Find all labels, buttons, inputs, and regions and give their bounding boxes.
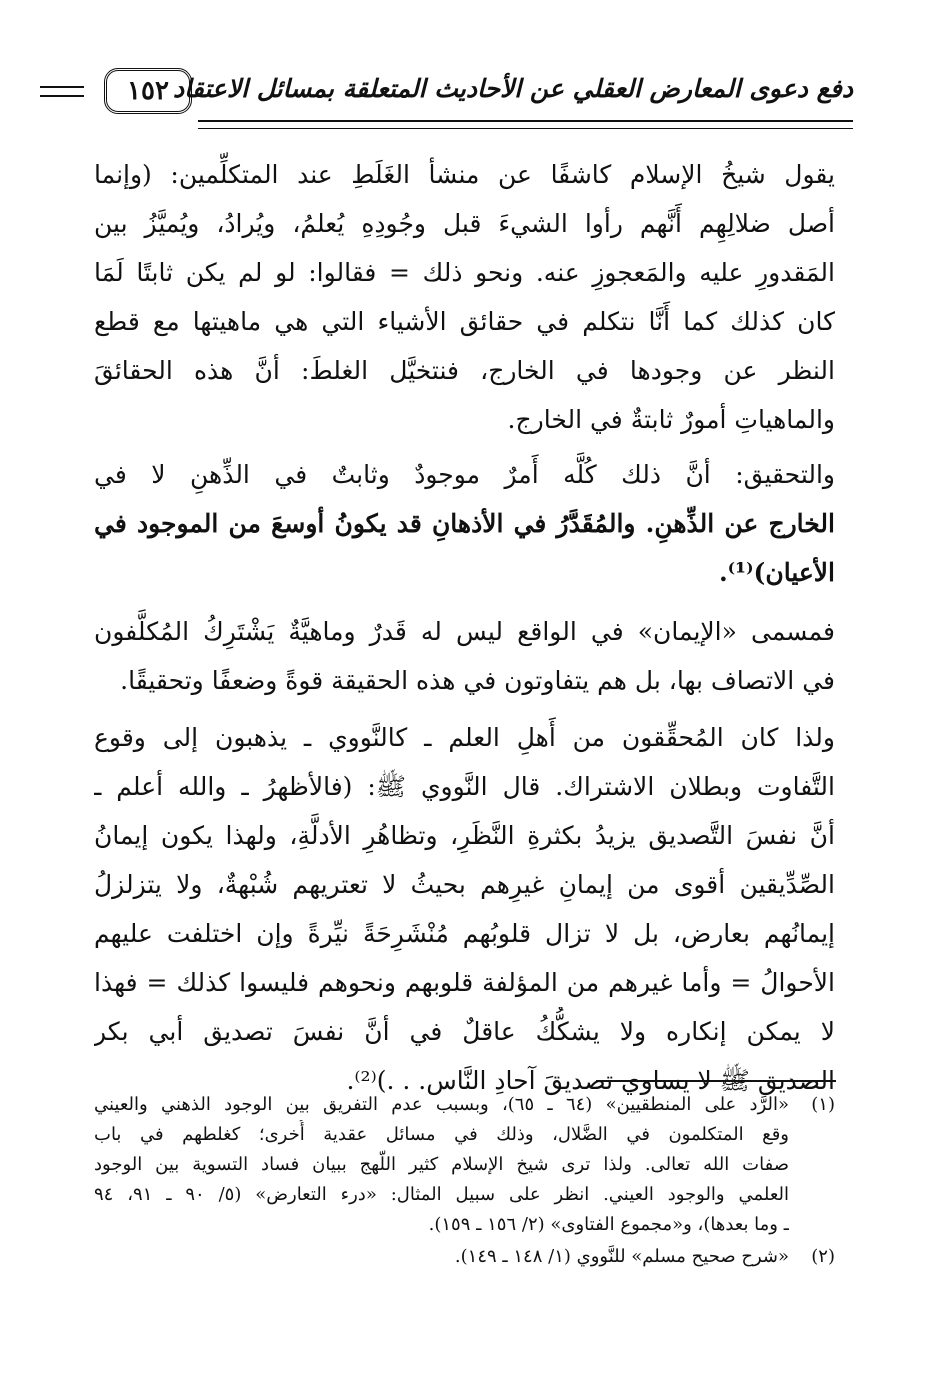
page-number: ١٥٢ [104,68,192,114]
paragraph-1 [94,150,835,444]
text-line: والتحقيق: أنَّ ذلك كُلَّه أَمرٌ موجودٌ وثابتٌ في الذِّهنِ لا في [94,460,835,489]
text-line: الأعيان)⁽¹⁾. [718,558,835,587]
paragraph-2 [94,450,835,597]
text-line: في الاتصاف بها، بل هم يتفاوتون في هذه الحقيقة قوةً وضعفًا وتحقيقًا. [120,666,835,695]
text-line: ولذا كان المُحقِّقون من أَهلِ العلم ـ كالنَّووي ـ يذهبون إلى وقوع [94,723,835,752]
footnote-number: (١) [811,1094,835,1115]
footnote-line: «الرَّد على المنطقيين» (٦٤ ـ ٦٥)، وبسبب عدم التفريق بين الوجود الذهني والعيني [94,1094,789,1115]
text-line: التَّفاوت وبطلان الاشتراك. قال النَّووي ﷺ: (فالأظهرُ ـ والله أعلم ـ [94,772,835,801]
footnote-number: (٢) [811,1246,835,1267]
footnote-line: وقع المتكلمون في الضَّلال، وذلك في مسائل عقدية أُخرى؛ كغلطهم في باب [94,1124,789,1145]
text-line: أصل ضلالِهِم أَنَّهم رأوا الشيءَ قبل وجُودِهِ يُعلمُ، ويُرادُ، ويُميَّزُ بين [94,209,835,238]
running-header [88,66,853,126]
text-line: الخارج عن الذِّهنِ. والمُقَدَّرُ في الأذهانِ قد يكونُ أوسعَ من الموجود في [94,509,835,538]
text-line: المَقدورِ عليه والمَعجوزِ عنه. ونحو ذلك = فقالوا: لو لم يكن ثابتًا لَمَا [94,258,835,287]
text-line: إيمانُهم بعارض، بل لا تزال قلوبُهم مُنْشَرِحَةً نيِّرةً وإن اختلفت عليهم [94,919,835,948]
footnote-separator [596,1080,836,1082]
footnote-line: العلمي والوجود العيني. انظر على سبيل المثال: «درء التعارض» (٥/ ٩٠ ـ ٩١، ٩٤ [94,1184,789,1205]
footnote-1 [94,1090,835,1240]
text-line: أنَّ نفسَ التَّصديق يزيدُ بكثرةِ النَّظَرِ، وتظاهُرِ الأدلَّةِ، ولهذا يكون إيمانُ [94,821,835,850]
header-rule [198,120,853,129]
footnotes [94,1090,835,1272]
footnote-line: ـ وما بعدها)، و«مجموع الفتاوى» (٢/ ١٥٦ ـ ١٥٩). [428,1214,789,1235]
text-line: النظر عن وجودها في الخارج، فنتخيَّل الغلطَ: أنَّ هذه الحقائقَ [94,356,835,385]
main-text [94,150,835,1105]
text-line: كان كذلك كما أَنَّا نتكلم في حقائق الأشياء التي هي ماهيتها مع قطع [94,307,835,336]
text-line: يقول شيخُ الإسلام كاشفًا عن منشأ الغَلَطِ عند المتكلِّمين: (وإنما [94,160,835,189]
text-line: الصِّدِّيقين أقوى من إيمانِ غيرِهم بحيثُ لا تعتريهم شُبْهةٌ، ولا يتزلزلُ [94,870,835,899]
footnote-line: «شرح صحيح مسلم» للنَّووي (١/ ١٤٨ ـ ١٤٩). [454,1246,789,1267]
text-line: والماهياتِ أمورٌ ثابتةٌ في الخارج. [507,405,835,434]
paragraph-4 [94,713,835,1105]
footnote-line: صفات الله تعالى. ولذا ترى شيخ الإسلام كثير اللَّهج ببيان فساد التسوية بين الوجود [94,1154,789,1175]
running-title: دفع دعوى المعارض العقلي عن الأحاديث المتعلقة بمسائل الاعتقاد [172,74,853,103]
paragraph-3 [94,607,835,705]
text-line: فمسمى «الإيمان» في الواقع ليس له قَدرٌ وماهيَّةٌ يَشْتَرِكُ المُكلَّفون [94,617,835,646]
header-ornament [40,86,84,97]
text-line: لا يمكن إنكاره ولا يشكُّكُ عاقلٌ في أنَّ نفسَ تصديق أبي بكر [94,1017,835,1046]
text-line: الصديق ﷺ لا يساوي تصديقَ آحادِ النَّاس. . .)⁽²⁾. [346,1066,835,1095]
text-line: الأحوالُ = وأما غيرهم من المؤلفة قلوبهم ونحوهم فليسوا كذلك = فهذا [94,968,835,997]
footnote-2 [94,1242,835,1272]
